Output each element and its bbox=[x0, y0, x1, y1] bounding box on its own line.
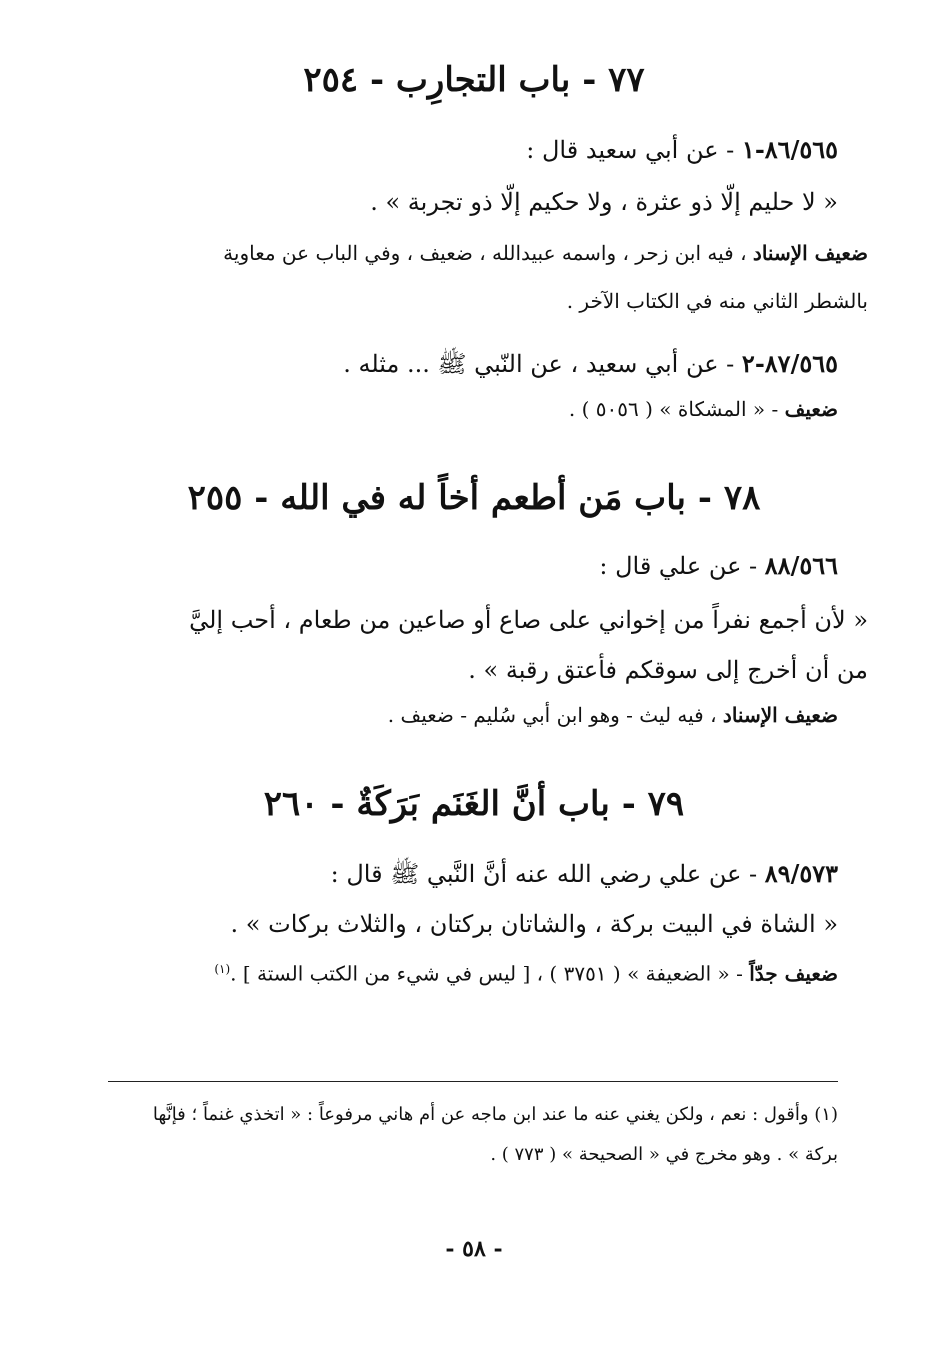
hadith-86-number: ٨٦/٥٦٥-١ bbox=[741, 135, 838, 164]
hadith-86-grading-cont: بالشطر الثاني منه في الكتاب الآخر . bbox=[566, 289, 868, 313]
hadith-87-intro: - عن أبي سعيد ، عن النّبي ﷺ ... مثله . bbox=[343, 350, 742, 378]
hadith-88-intro: - عن علي قال : bbox=[599, 552, 765, 580]
hadith-88-grading-label: ضعيف الإسناد bbox=[722, 703, 838, 727]
hadith-89-grading-label: ضعيف جدّاً bbox=[749, 961, 838, 986]
footnote-marker: (١) bbox=[214, 962, 231, 976]
hadith-87-grading-text: - « المشكاة » ( ٥٠٥٦ ) . bbox=[568, 397, 785, 421]
hadith-89-number: ٨٩/٥٧٣ bbox=[764, 859, 838, 888]
hadith-86-grading bbox=[70, 238, 868, 268]
chapter-title-79: ٧٩ - باب أنَّ الغَنَم بَرَكَةٌ - ٢٦٠ bbox=[263, 784, 685, 824]
hadith-89-header bbox=[110, 858, 838, 890]
hadith-89-intro: - عن علي رضي الله عنه أنَّ النَّبي ﷺ قال : bbox=[330, 860, 765, 888]
hadith-89-text: « الشاة في البيت بركة ، والشاتان بركتان ، والثلاث بركات » . bbox=[230, 910, 838, 938]
chapter-title-77: ٧٧ - باب التجارِب - ٢٥٤ bbox=[303, 60, 645, 100]
hadith-87-grading bbox=[110, 394, 838, 424]
hadith-89-grading-text: - « الضعيفة » ( ٣٧٥١ ) ، [ ليس في شيء من الكتب الستة ] . bbox=[230, 961, 750, 986]
hadith-86-header bbox=[110, 134, 838, 166]
page-number: - ٥٨ - bbox=[445, 1236, 503, 1262]
footnote-line-1: (١) وأقول : نعم ، ولكن يغني عنه ما عند ابن ماجه عن أم هاني مرفوعاً : « اتخذي غنماً ؛ فإنَّها bbox=[152, 1104, 838, 1125]
footnote-section bbox=[70, 1098, 838, 1172]
hadith-88-grading bbox=[110, 700, 838, 730]
hadith-87-grading-label: ضعيف bbox=[784, 397, 838, 421]
hadith-88-grading-text: ، فيه ليث - وهو ابن أبي سُليم - ضعيف . bbox=[387, 703, 717, 727]
hadith-86-intro: - عن أبي سعيد قال : bbox=[526, 136, 742, 164]
chapter-title-78: ٧٨ - باب مَن أطعم أخاً له في الله - ٢٥٥ bbox=[187, 478, 761, 518]
hadith-87-header bbox=[110, 348, 838, 380]
hadith-86-grading-label: ضعيف الإسناد bbox=[752, 241, 868, 265]
footnote-line-2: بركة » . وهو مخرج في « الصحيحة » ( ٧٧٣ ) . bbox=[490, 1144, 838, 1165]
hadith-88-number: ٨٨/٥٦٦ bbox=[764, 551, 838, 580]
hadith-86-text: « لا حليم إلّا ذو عثرة ، ولا حكيم إلّا ذو تجربة » . bbox=[370, 188, 838, 216]
hadith-88-header bbox=[110, 550, 838, 582]
hadith-88-text-2: من أن أخرج إلى سوقكم فأعتق رقبة » . bbox=[468, 656, 868, 684]
hadith-87-number: ٨٧/٥٦٥-٢ bbox=[741, 349, 838, 378]
hadith-86-grading-text: ، فيه ابن زحر ، واسمه عبيدالله ، ضعيف ، وفي الباب عن معاوية bbox=[223, 241, 747, 265]
hadith-89-grading bbox=[110, 954, 838, 989]
footnote-divider bbox=[108, 1081, 838, 1082]
hadith-88-text-1: « لأن أجمع نفراً من إخواني على صاع أو صاعين من طعام ، أحب إليَّ bbox=[189, 606, 868, 634]
